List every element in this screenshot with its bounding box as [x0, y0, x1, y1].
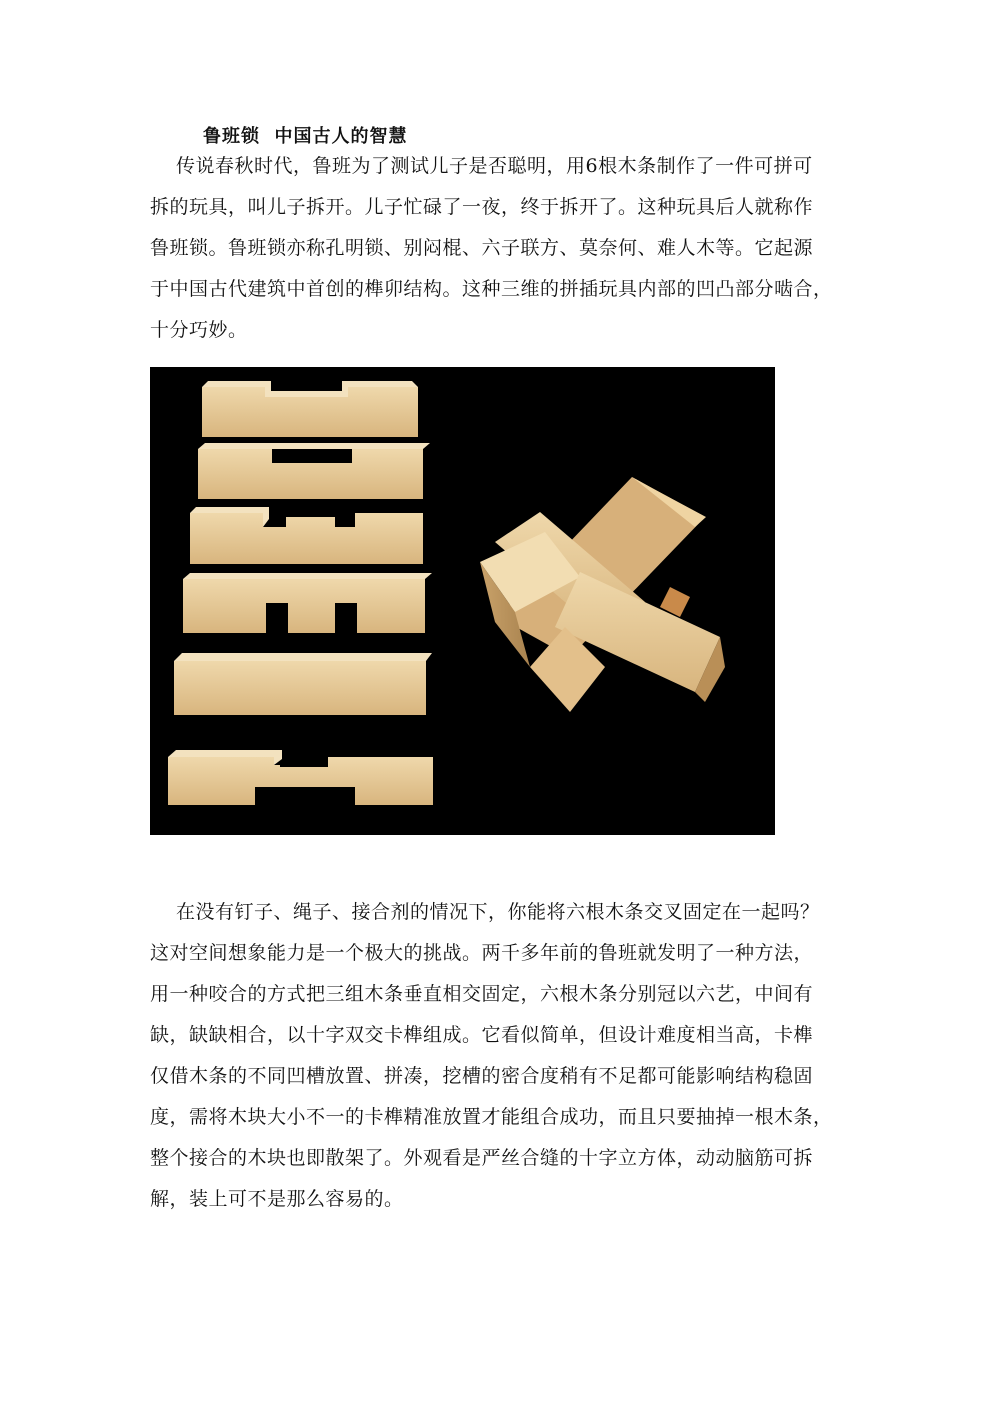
- text-line: 缺，缺缺相合，以十字双交卡榫组成。它看似简单，但设计难度相当高，卡榫: [150, 1024, 814, 1046]
- intro-paragraph: [150, 146, 850, 351]
- text-line: 拆的玩具，叫儿子拆开。儿子忙碌了一夜，终于拆开了。这种玩具后人就称作: [150, 196, 814, 218]
- wooden-stick-4: [183, 573, 432, 633]
- document-title: 鲁班锁 中国古人的智慧: [203, 126, 408, 147]
- text-line: 度，需将木块大小不一的卡榫精准放置才能组合成功，而且只要抽掉一根木条，: [150, 1106, 833, 1128]
- text-line: 于中国古代建筑中首创的榫卯结构。这种三维的拼插玩具内部的凹凸部分啮合，: [150, 278, 833, 300]
- text-line: 用一种咬合的方式把三组木条垂直相交固定，六根木条分别冠以六艺，中间有: [150, 983, 814, 1005]
- text-line: 整个接合的木块也即散架了。外观看是严丝合缝的十字立方体，动动脑筋可拆: [150, 1147, 814, 1169]
- body-paragraph: [150, 892, 850, 1220]
- text-line: 仅借木条的不同凹槽放置、拼凑，挖槽的密合度稍有不足都可能影响结构稳固: [150, 1065, 814, 1087]
- text-line: 这对空间想象能力是一个极大的挑战。两千多年前的鲁班就发明了一种方法，: [150, 942, 814, 964]
- text-line: 解，装上可不是那么容易的。: [150, 1188, 404, 1210]
- text-line: 在没有钉子、绳子、接合剂的情况下，你能将六根木条交叉固定在一起吗？: [176, 901, 820, 923]
- wooden-stick-5: [174, 653, 432, 715]
- luban-lock-photo: [150, 367, 775, 835]
- text-line: 十分巧妙。: [150, 319, 248, 341]
- text-line: 传说春秋时代，鲁班为了测试儿子是否聪明，用6根木条制作了一件可拼可: [176, 155, 813, 177]
- wooden-stick-2: [198, 443, 430, 499]
- text-line: 鲁班锁。鲁班锁亦称孔明锁、别闷棍、六子联方、莫奈何、难人木等。它起源: [150, 237, 814, 259]
